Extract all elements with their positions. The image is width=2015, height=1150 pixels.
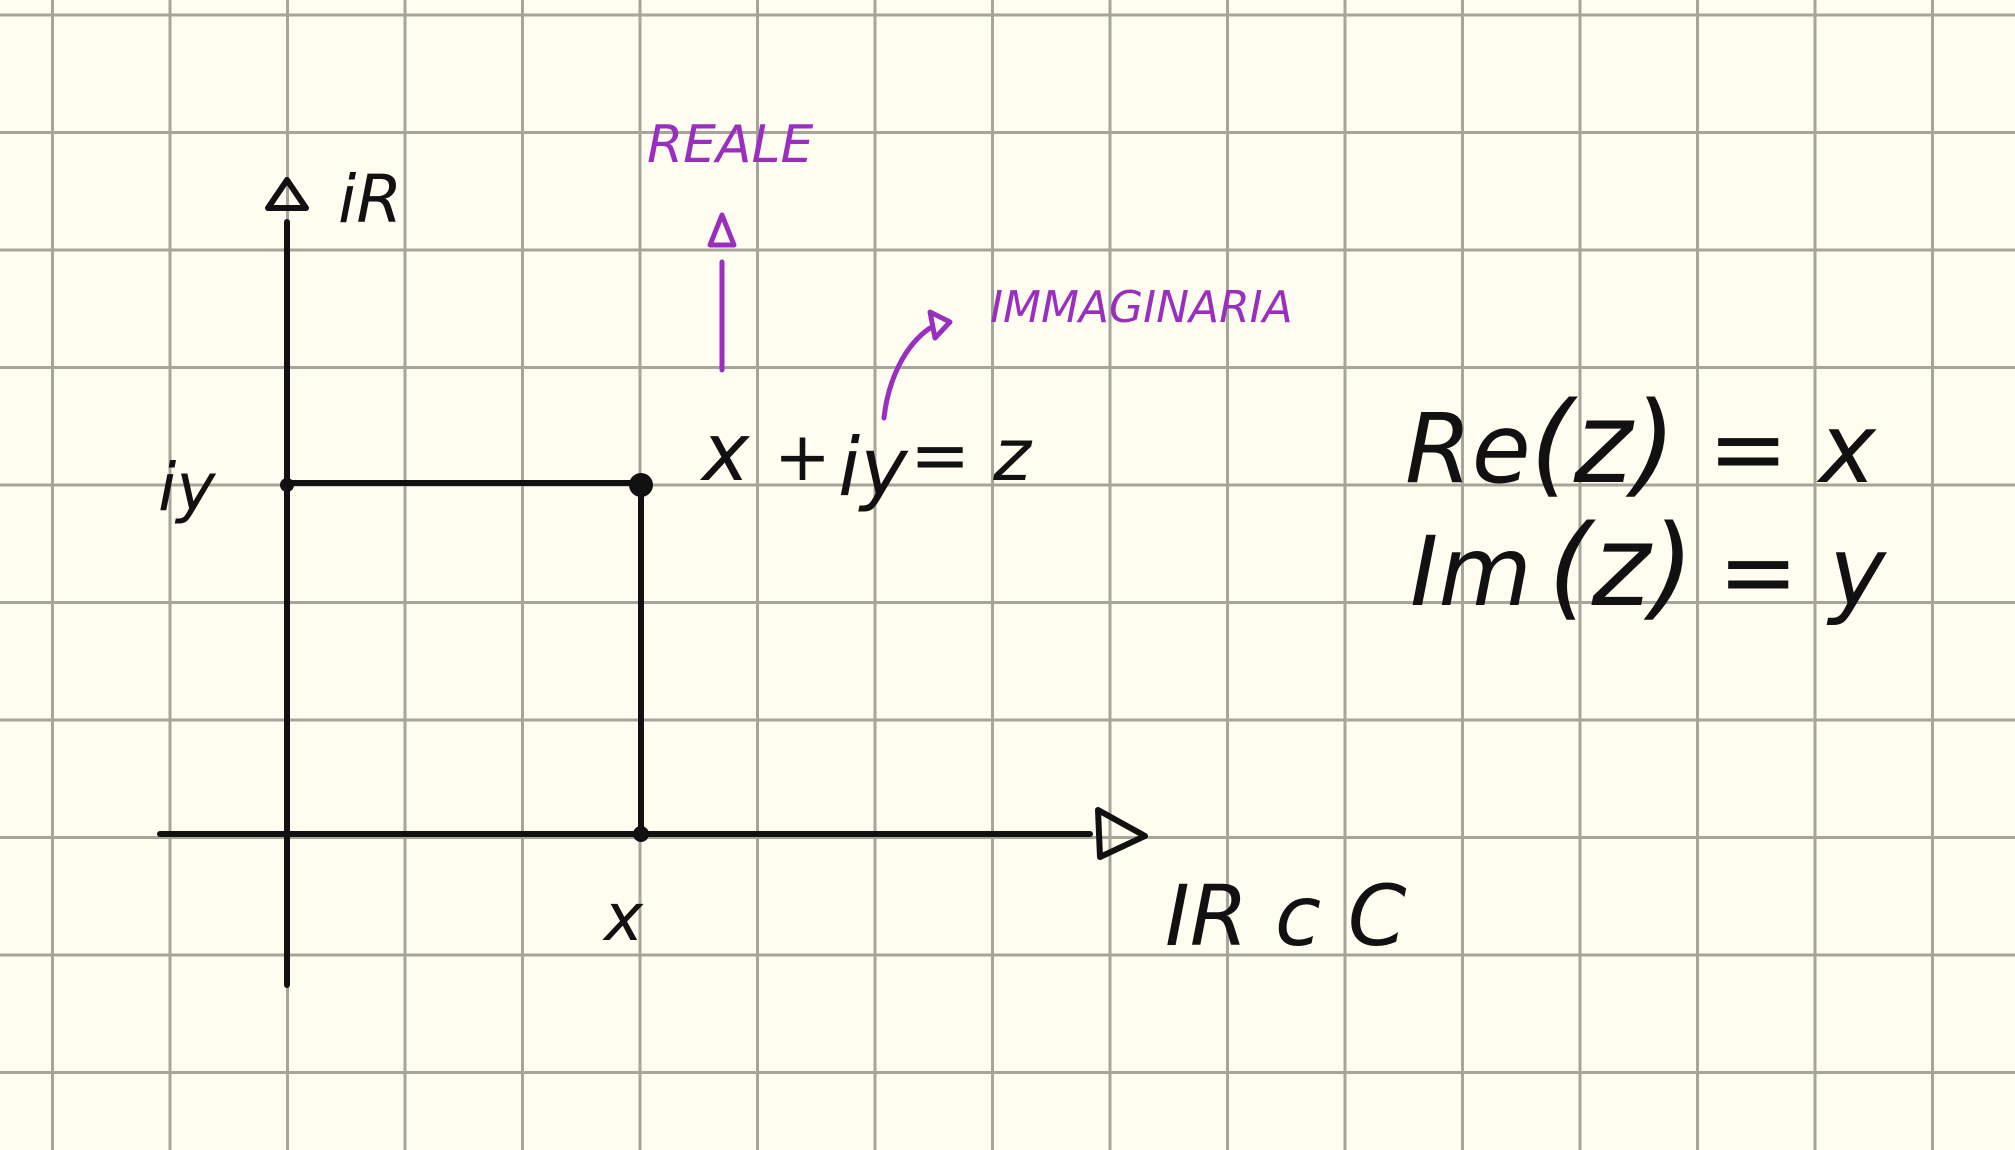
point-z (629, 473, 653, 497)
re-equation-rhs: = x (1708, 393, 1876, 505)
point-x-label: x (604, 879, 644, 956)
imaginary-axis-label: iR (338, 161, 403, 238)
equation-iy: iy (838, 421, 908, 514)
re-equation-arg: (z) (1530, 379, 1677, 509)
im-equation-arg: (z) (1548, 502, 1695, 632)
re-equation-lhs: Re (1405, 393, 1531, 505)
point-y-label: iy (158, 449, 216, 526)
equation-rest: = z (910, 413, 1032, 497)
real-axis-label: IR c C (1165, 867, 1407, 965)
imaginary-annotation-label: IMMAGINARIA (990, 282, 1293, 333)
point-x-marker (633, 826, 649, 842)
real-annotation-label: REALE (647, 115, 814, 175)
im-equation-lhs: Im (1410, 516, 1532, 628)
point-iy-marker (280, 478, 294, 492)
im-equation-rhs: = y (1718, 516, 1886, 628)
equation-plus: + (774, 418, 831, 497)
equation-x: x (702, 406, 750, 499)
